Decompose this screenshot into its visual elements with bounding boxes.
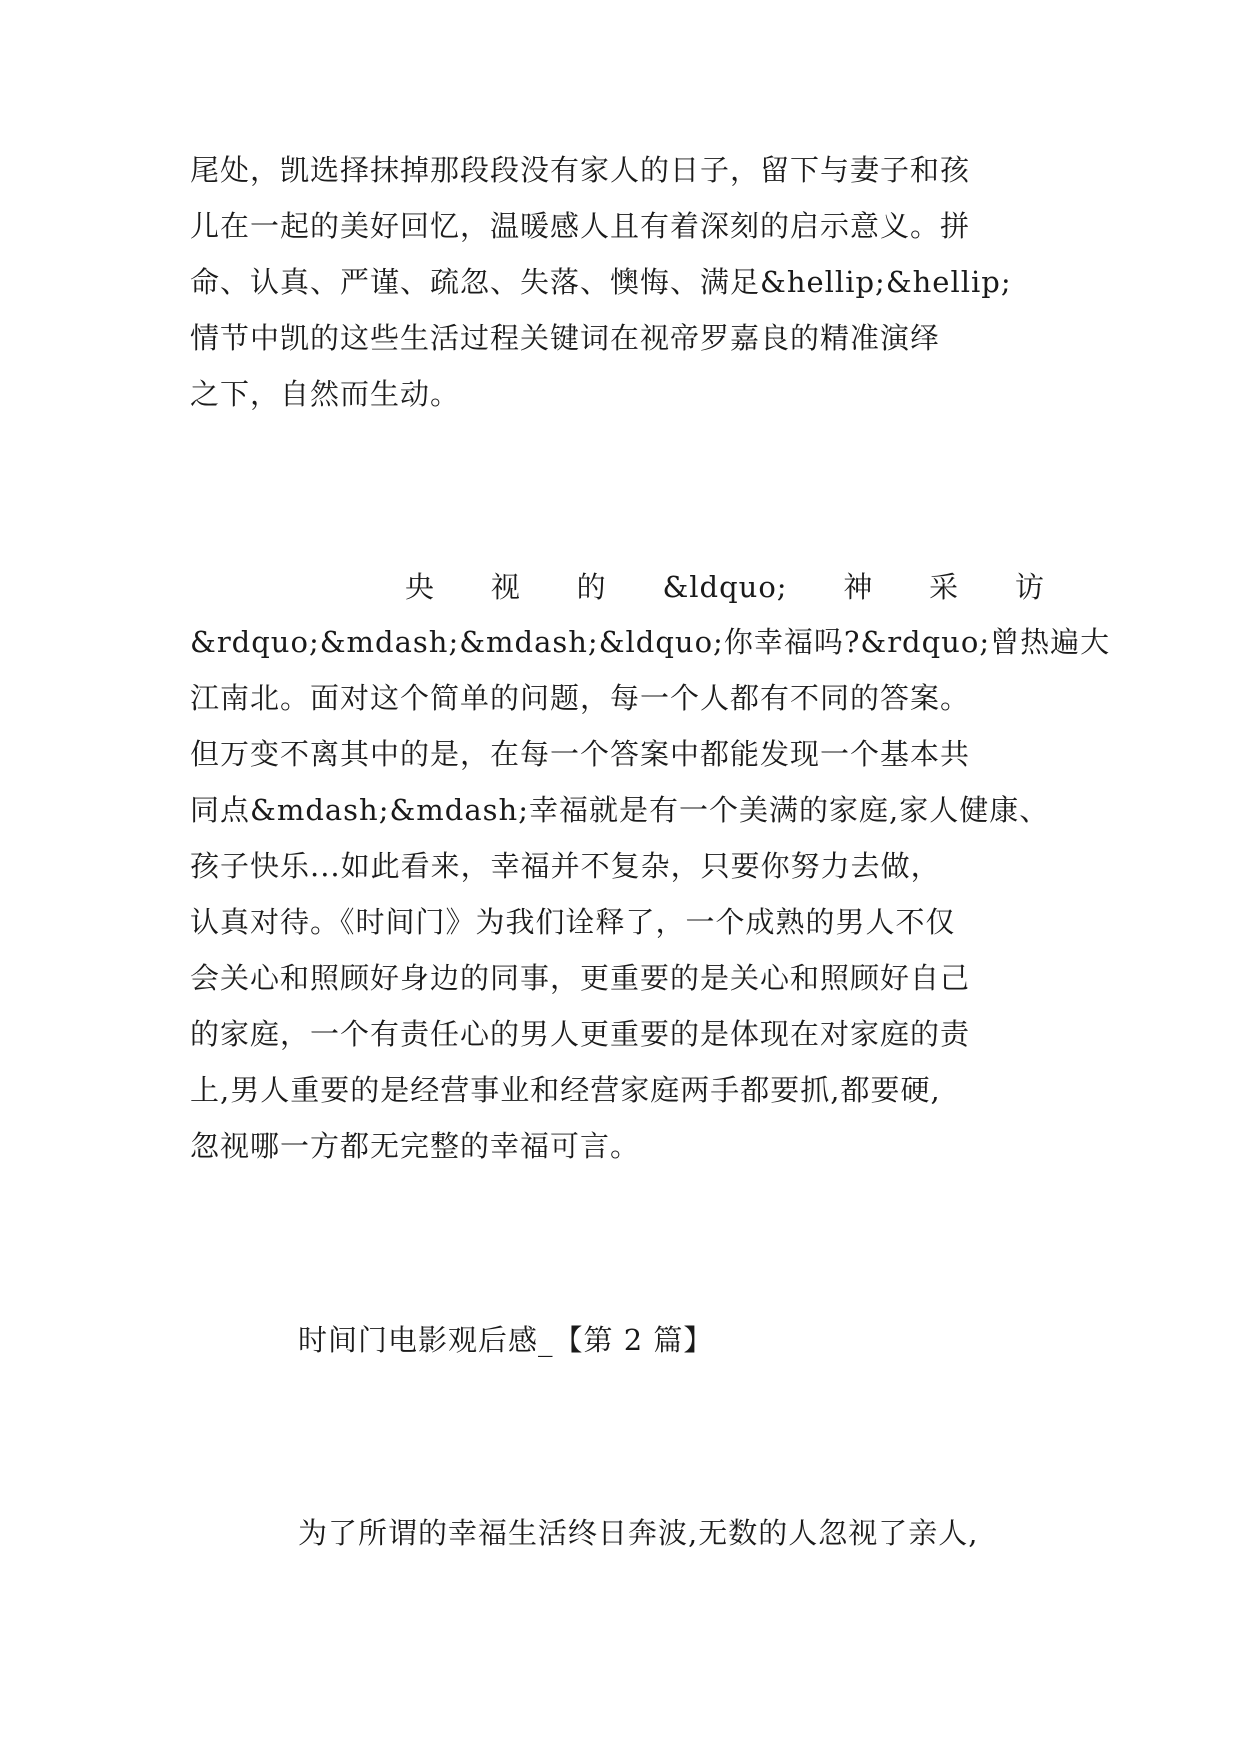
paragraph-2-line-8: 会关心和照顾好身边的同事，更重要的是关心和照顾好自己 xyxy=(190,961,971,995)
paragraph-1-line-5: 之下，自然而生动。 xyxy=(190,377,461,411)
word-4: &ldquo; xyxy=(662,570,788,604)
word-7: 访 xyxy=(1014,570,1045,604)
paragraph-2-line-2: &rdquo;&mdash;&mdash;&ldquo;你幸福吗?&rdquo;曾热遍大 xyxy=(190,625,1111,659)
paragraph-2-line-1 xyxy=(405,569,1045,605)
paragraph-3-line-1: 为了所谓的幸福生活终日奔波,无数的人忽视了亲人, xyxy=(298,1516,979,1550)
paragraph-2-line-5: 同点&mdash;&mdash;幸福就是有一个美满的家庭,家人健康、 xyxy=(190,793,1050,827)
word-6: 采 xyxy=(929,570,960,604)
word-2: 视 xyxy=(490,570,521,604)
word-1: 央 xyxy=(405,570,436,604)
word-3: 的 xyxy=(576,570,607,604)
section-heading: 时间门电影观后感_【第 2 篇】 xyxy=(298,1323,714,1357)
word-5: 神 xyxy=(843,570,874,604)
paragraph-2-line-9: 的家庭，一个有责任心的男人更重要的是体现在对家庭的责 xyxy=(190,1017,971,1051)
paragraph-1-line-3: 命、认真、严谨、疏忽、失落、懊悔、满足&hellip;&hellip; xyxy=(190,265,1012,299)
paragraph-2-line-4: 但万变不离其中的是，在每一个答案中都能发现一个基本共 xyxy=(190,737,971,771)
paragraph-1-line-1: 尾处，凯选择抹掉那段段没有家人的日子，留下与妻子和孩 xyxy=(190,153,971,187)
paragraph-2-line-7: 认真对待。《时间门》为我们诠释了，一个成熟的男人不仅 xyxy=(190,905,956,939)
paragraph-1-line-4: 情节中凯的这些生活过程关键词在视帝罗嘉良的精准演绎 xyxy=(190,321,941,355)
paragraph-1-line-2: 儿在一起的美好回忆，温暖感人且有着深刻的启示意义。拼 xyxy=(190,209,971,243)
paragraph-2-line-6: 孩子快乐...如此看来，幸福并不复杂，只要你努力去做， xyxy=(190,849,941,883)
paragraph-2-line-10: 上,男人重要的是经营事业和经营家庭两手都要抓,都要硬, xyxy=(190,1073,941,1107)
paragraph-2-line-3: 江南北。面对这个简单的问题，每一个人都有不同的答案。 xyxy=(190,681,971,715)
paragraph-2-line-11: 忽视哪一方都无完整的幸福可言。 xyxy=(190,1129,641,1163)
